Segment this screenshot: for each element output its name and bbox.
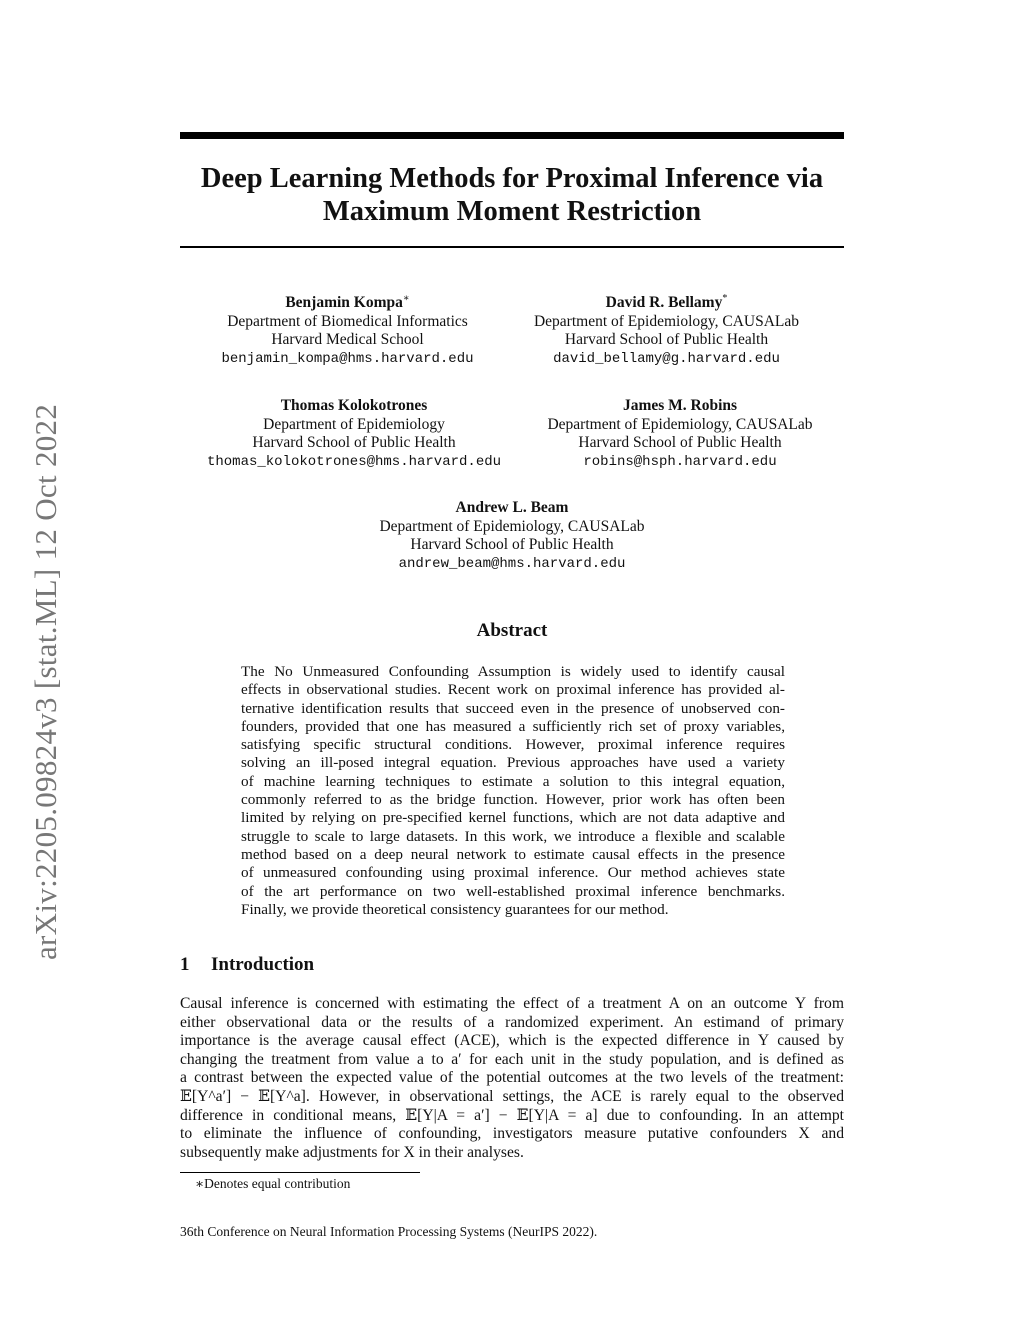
title-line-1: Deep Learning Methods for Proximal Inference via — [200, 163, 824, 194]
abstract-line: founders, provided that one has measured a sufficiently rich set of proxy variables, — [241, 717, 785, 735]
footnote-rule — [180, 1172, 420, 1173]
venue-footer: 36th Conference on Neural Information Processing Systems (NeurIPS 2022). — [180, 1224, 598, 1239]
section-heading — [180, 954, 314, 976]
abstract-body — [241, 663, 785, 919]
author-school: Harvard School of Public Health — [410, 536, 614, 553]
author-school: Harvard School of Public Health — [564, 331, 769, 348]
intro-line: Causal inference is concerned with estimating the effect of a treatment A on an outcome Y from — [180, 995, 844, 1012]
author-dept: Department of Epidemiology — [263, 415, 445, 433]
title-line-2: Maximum Moment Restriction — [322, 196, 702, 227]
author-email[interactable]: david_bellamy@g.harvard.edu — [553, 350, 780, 367]
intro-line: a contrast between the expected value of the potential outcomes at the two levels of the treatment: — [180, 1069, 844, 1087]
abstract-line: Finally, we provide theoretical consistency guarantees for our method. — [241, 900, 669, 918]
abstract-line: solving an ill-posed integral equation. Previous approaches have used a variety — [241, 754, 785, 772]
author-school: Harvard Medical School — [271, 331, 424, 348]
author-dept: Department of Epidemiology, CAUSALab — [547, 415, 813, 433]
abstract-line: commonly referred to as the bridge function. However, prior work has often been — [241, 791, 785, 809]
abstract-line: method based on a deep neural network to estimate causal effects in the presence — [241, 845, 785, 863]
section-title: Introduction — [211, 954, 315, 975]
abstract-line: limited by relying on pre-specified kernel functions, which are not data adaptive and — [241, 809, 785, 827]
author-name: Benjamin Kompa — [285, 294, 403, 311]
intro-body — [180, 995, 844, 1162]
author-school: Harvard School of Public Health — [252, 434, 456, 451]
author-name: Thomas Kolokotrones — [280, 397, 428, 414]
author-block — [190, 294, 505, 368]
abstract-line: of machine learning techniques to estimate a solution to this integral equation, — [241, 772, 785, 790]
intro-line: subsequently make adjustments for X in their analyses. — [180, 1143, 524, 1161]
abstract-line: effects in observational studies. Recent work on proximal inference has provided al- — [241, 681, 785, 699]
abstract-line: The No Unmeasured Confounding Assumption is widely used to identify causal — [241, 663, 785, 680]
intro-line: either observational data or the results of a randomized experiment. An estimand of primary — [180, 1013, 844, 1031]
author-block — [194, 397, 514, 471]
intro-line: 𝔼[Y^a′] − 𝔼[Y^a]. However, in observational settings, the ACE is rarely equal to the observed — [180, 1087, 844, 1105]
author-block — [520, 397, 840, 471]
footnote: ∗Denotes equal contribution — [195, 1176, 351, 1191]
abstract-line: satisfying specific structural conditions. However, proximal inference requires — [241, 736, 785, 754]
intro-line: changing the treatment from value a to a′ for each unit in the study population, and is defined as — [180, 1050, 844, 1068]
author-name: David R. Bellamy — [605, 294, 723, 311]
abstract-line: struggle to scale to large datasets. In this work, we introduce a flexible and scalable — [241, 827, 785, 845]
author-dept: Department of Biomedical Informatics — [227, 312, 468, 330]
intro-line: to eliminate the influence of confounding, investigators measure putative confounders X and — [180, 1125, 844, 1143]
abstract-heading: Abstract — [476, 620, 548, 641]
author-mark: * — [722, 292, 728, 304]
author-dept: Department of Epidemiology, CAUSALab — [533, 312, 800, 330]
abstract-line: of unmeasured confounding using proximal inference. Our method achieves state — [241, 864, 785, 882]
author-dept: Department of Epidemiology, CAUSALab — [379, 517, 645, 535]
section-number: 1 — [180, 954, 190, 975]
author-name: James M. Robins — [622, 397, 738, 414]
paper-title — [180, 162, 844, 228]
author-email[interactable]: andrew_beam@hms.harvard.edu — [398, 555, 626, 572]
author-block — [352, 499, 672, 573]
intro-line: importance is the average causal effect (ACE), which is the expected difference in Y caused by — [180, 1032, 844, 1050]
arxiv-stamp: arXiv:2205.09824v3 [stat.ML] 12 Oct 2022 — [28, 403, 63, 960]
author-block — [509, 294, 824, 368]
intro-line: difference in conditional means, 𝔼[Y|A = a′] − 𝔼[Y|A = a] due to confounding. In an attempt — [180, 1106, 844, 1124]
abstract-line: ternative identification results that succeed even in the presence of unobserved con- — [241, 699, 785, 717]
author-email[interactable]: thomas_kolokotrones@hms.harvard.edu — [206, 453, 502, 470]
title-rule-top — [180, 132, 844, 139]
author-name: Andrew L. Beam — [455, 499, 569, 516]
author-school: Harvard School of Public Health — [578, 434, 782, 451]
author-email[interactable]: benjamin_kompa@hms.harvard.edu — [221, 350, 474, 367]
author-email[interactable]: robins@hsph.harvard.edu — [583, 453, 777, 470]
abstract-line: of the art performance on two well-established proximal inference benchmarks. — [241, 882, 785, 900]
title-rule-bottom — [180, 246, 844, 248]
author-mark: ∗ — [402, 292, 410, 304]
